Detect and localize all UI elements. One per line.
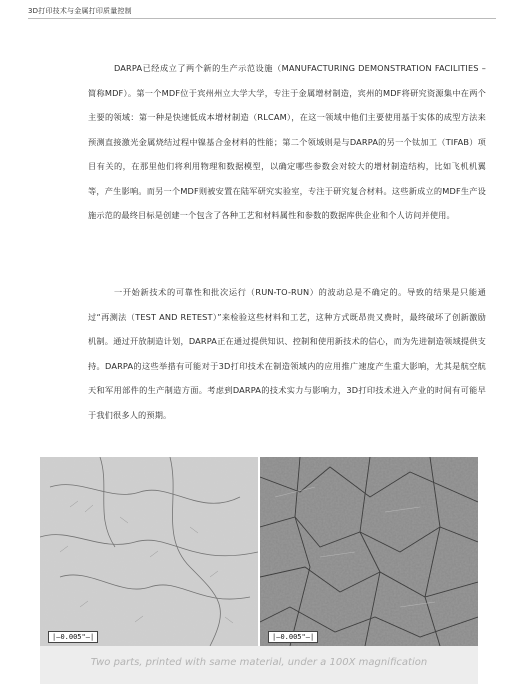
paragraph-2: 一开始新技术的可靠性和批次运行（RUN-TO-RUN）的波动总是不确定的。导致的结果是只能通过“再测法（TEST AND RETEST）”来检验这些材料和工艺，这种方式既昂贵又费时，最终破坏了创新激励机制。通过开放制造计划，DARPA正在通过提供知识、控制和使用新技术的信心，而为先进制造领域提供支持。DARPA的这些举措有可能对于3D打印技术在制造领域内的应用推广速度产生重大影响，尤其是航空航天和军用部件的生产制造方面。考虑到DARPA的技术实力与影响力，3D打印技术进入产业的时间有可能早于我们很多人的预期。 (88, 287, 486, 420)
left-scale-label: 0.005" (60, 633, 86, 641)
right-scale-label: 0.005" (280, 633, 306, 641)
caption-band (40, 646, 478, 684)
header-divider (28, 18, 496, 19)
paragraph-1: DARPA已经成立了两个新的生产示范设施（MANUFACTURING DEMONSTRATION FACILITIES – 简称MDF）。第一个MDF位于宾州州立大学大学，专注于金属增材制造，宾州的MDF将研究资源集中在两个主要的领域：第一种是快速低成本增材制造（RLCAM），在这一领域中他们主要使用基于实体的成型方法来预测直接激光金属烧结过程中镍基合金材料的性能；第二个领域则是与DARPA的另一个钛加工（TIFAB）项目有关的，在那里他们将利用物理和数据模型，以确定哪些参数会对较大的增材制造结构，比如飞机机翼等，产生影响。而另一个MDF则被安置在陆军研究实验室，专注于研究复合材料。这些新成立的MDF生产设施示范的最终目标是创建一个包含了各种工艺和材料属性和参数的数据库供企业和个人访问并使用。 (88, 63, 486, 220)
micrograph-left (40, 457, 258, 646)
micrograph-right (260, 457, 478, 646)
figure-caption: Two parts, printed with same material, under a 100X magnification (90, 657, 428, 668)
microstructure-figure (40, 457, 478, 646)
right-scale-bar: |—0.005"—| (268, 631, 318, 643)
running-header: 3D打印技术与金属打印质量控制 (28, 7, 132, 15)
micrograph-right-image (260, 457, 478, 646)
micrograph-left-image (40, 457, 258, 646)
left-scale-bar: |—0.005"—| (48, 631, 98, 643)
